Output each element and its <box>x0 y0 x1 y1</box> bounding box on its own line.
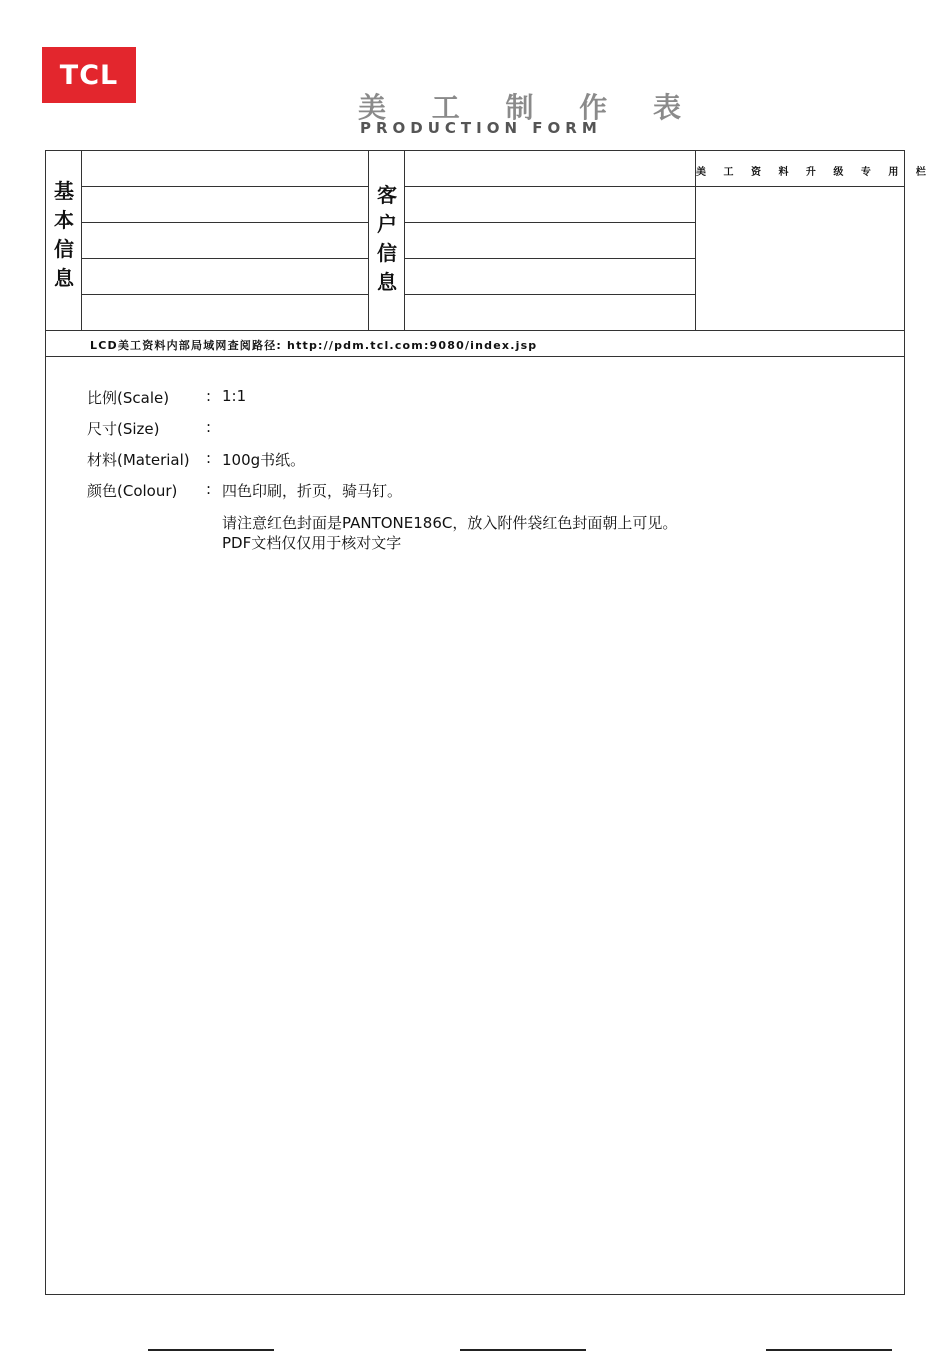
note-pantone: 请注意红色封面是PANTONE186C，放入附件袋红色封面朝上可见。 <box>222 514 678 532</box>
basic-info-row-line <box>82 222 368 223</box>
spec-colon: : <box>206 387 212 405</box>
basic-info-row-line <box>82 294 368 295</box>
client-info-label: 客 户 信 息 <box>377 183 397 294</box>
signature-line <box>148 1349 274 1351</box>
spec-colon: : <box>206 449 212 467</box>
spec-colon: : <box>206 480 212 498</box>
spec-label: 颜色(Colour) <box>87 482 178 500</box>
spec-value: 1:1 <box>222 387 247 405</box>
spec-value: 100g书纸。 <box>222 451 306 469</box>
basic-info-row-line <box>82 258 368 259</box>
signature-line <box>766 1349 892 1351</box>
page-title-en: PRODUCTION FORM <box>360 119 602 137</box>
client-info-row-line <box>405 186 695 187</box>
spec-label: 比例(Scale) <box>87 389 170 407</box>
client-info-row-line <box>405 222 695 223</box>
section-divider <box>46 330 905 331</box>
basic-info-row-line <box>82 186 368 187</box>
section-divider <box>46 356 905 357</box>
upgrade-header-line <box>696 186 905 187</box>
spec-label: 材料(Material) <box>87 451 190 469</box>
note-pdf: PDF文档仅仅用于核对文字 <box>222 534 402 552</box>
production-form <box>45 150 933 1295</box>
basic-info-label: 基 本 信 息 <box>54 179 74 290</box>
upgrade-column-title: 美 工 资 料 升 级 专 用 栏 <box>696 167 933 178</box>
tcl-logo: TCL <box>42 47 136 103</box>
spec-value: 四色印刷，折页，骑马钉。 <box>222 482 403 500</box>
intranet-url: LCD美工资料内部局域网查阅路径: http://pdm.tcl.com:9080/index.jsp <box>90 339 538 352</box>
client-info-row-line <box>405 258 695 259</box>
page-title-cn: 美 工 制 作 表 <box>358 91 699 124</box>
spec-colon: : <box>206 418 212 436</box>
signature-line <box>460 1349 586 1351</box>
client-info-row-line <box>405 294 695 295</box>
spec-label: 尺寸(Size) <box>87 420 160 438</box>
